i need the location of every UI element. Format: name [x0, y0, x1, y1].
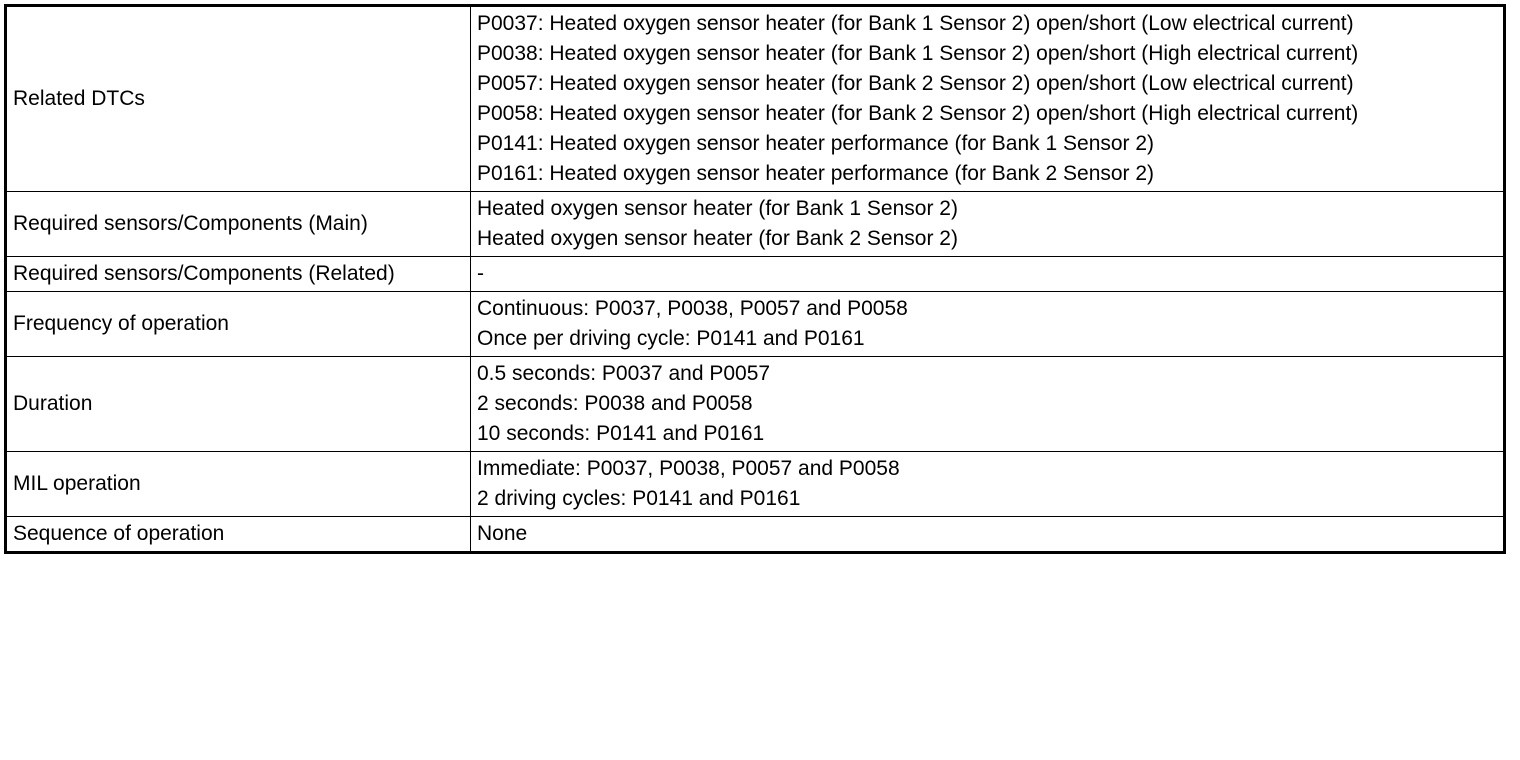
table-row-related-dtcs: [6, 6, 1505, 192]
row-value: [471, 292, 1505, 357]
table-row-duration: [6, 357, 1505, 452]
dtc-line: P0057: Heated oxygen sensor heater (for Bank 2 Sensor 2) open/short (Low electrical current): [477, 72, 1354, 95]
row-value: [471, 357, 1505, 452]
row-label: Frequency of operation: [6, 292, 471, 357]
table-row-mil-operation: [6, 452, 1505, 517]
monitor-spec-table: [4, 4, 1506, 554]
row-label: Related DTCs: [6, 6, 471, 192]
value-line: None: [477, 522, 528, 545]
value-line: Immediate: P0037, P0038, P0057 and P0058: [477, 457, 900, 480]
row-value: [471, 517, 1505, 553]
value-line: Continuous: P0037, P0038, P0057 and P0058: [477, 297, 908, 320]
dtc-line: P0058: Heated oxygen sensor heater (for Bank 2 Sensor 2) open/short (High electrical current): [477, 102, 1359, 125]
value-line: 2 driving cycles: P0141 and P0161: [477, 487, 801, 510]
table-row-frequency: [6, 292, 1505, 357]
value-line: Heated oxygen sensor heater (for Bank 2 Sensor 2): [477, 227, 958, 250]
row-label: MIL operation: [6, 452, 471, 517]
table-row-required-main: [6, 192, 1505, 257]
dtc-line: P0038: Heated oxygen sensor heater (for Bank 1 Sensor 2) open/short (High electrical current): [477, 42, 1359, 65]
value-line: Heated oxygen sensor heater (for Bank 1 Sensor 2): [477, 197, 958, 220]
row-label: Required sensors/Components (Main): [6, 192, 471, 257]
dtc-line: P0141: Heated oxygen sensor heater performance (for Bank 1 Sensor 2): [477, 132, 1155, 155]
row-value: [471, 257, 1505, 292]
dtc-line: P0161: Heated oxygen sensor heater performance (for Bank 2 Sensor 2): [477, 162, 1155, 185]
value-line: -: [477, 262, 484, 285]
row-value: [471, 192, 1505, 257]
table-row-sequence: [6, 517, 1505, 553]
row-label: Required sensors/Components (Related): [6, 257, 471, 292]
value-line: Once per driving cycle: P0141 and P0161: [477, 327, 865, 350]
row-value: [471, 6, 1505, 192]
value-line: 2 seconds: P0038 and P0058: [477, 392, 753, 415]
row-value: [471, 452, 1505, 517]
row-label: Sequence of operation: [6, 517, 471, 553]
value-line: 10 seconds: P0141 and P0161: [477, 422, 765, 445]
value-line: 0.5 seconds: P0037 and P0057: [477, 362, 771, 385]
table-row-required-related: [6, 257, 1505, 292]
dtc-line: P0037: Heated oxygen sensor heater (for Bank 1 Sensor 2) open/short (Low electrical current): [477, 12, 1354, 35]
row-label: Duration: [6, 357, 471, 452]
